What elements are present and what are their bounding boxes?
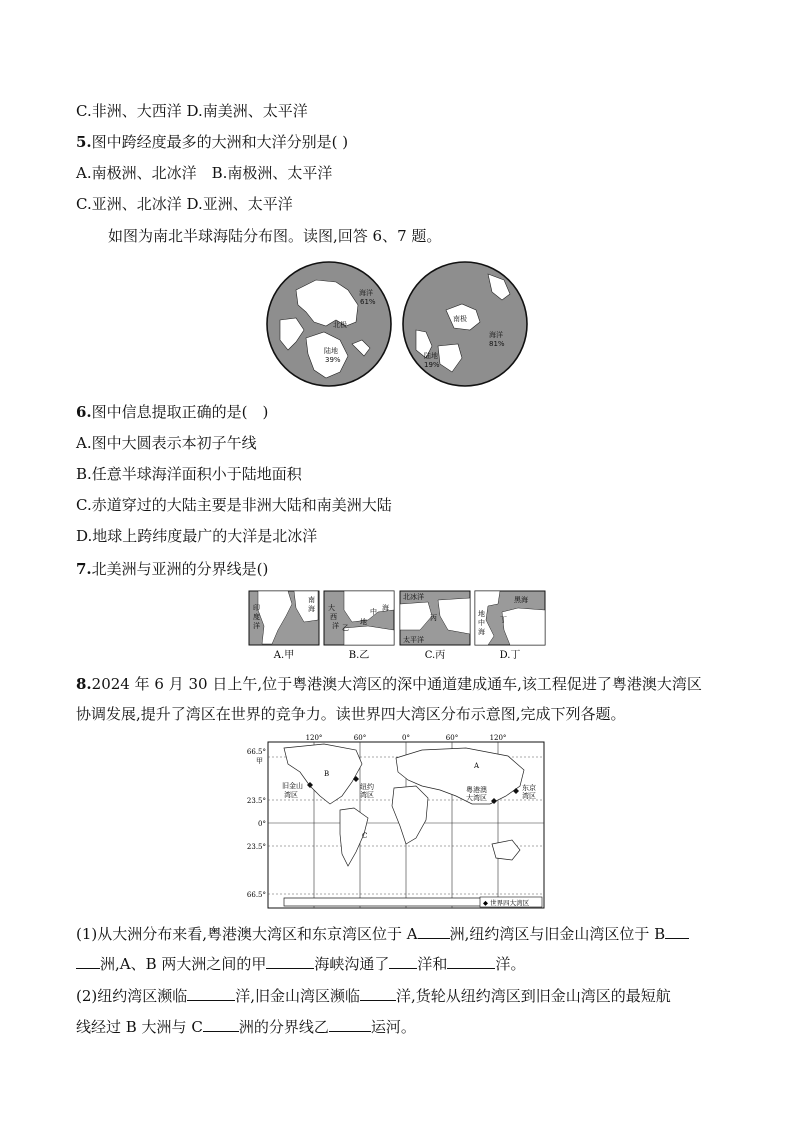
northern-hemisphere-map: [267, 262, 391, 386]
label-a: A: [474, 762, 480, 770]
lon-label-0: 0°: [402, 734, 410, 742]
blank-ocean-1[interactable]: [389, 954, 417, 969]
south-land-pct: 19%: [424, 361, 440, 369]
q5-number: 5.: [76, 133, 92, 151]
lon-label-120e: 120°: [489, 734, 507, 742]
q7-map-b: [324, 591, 394, 661]
q5-stem: [76, 132, 348, 152]
south-pole-label: 南极: [453, 315, 467, 323]
q5-options-cd: C.亚洲、北冰洋 D.亚洲、太平洋: [76, 195, 293, 213]
q7-stem: [76, 559, 268, 579]
map-a-label-2: 度: [253, 613, 260, 621]
north-ocean-pct: 61%: [360, 298, 376, 306]
south-ocean-pct: 81%: [489, 340, 505, 348]
q8-2-part3: 洋,货轮从纽约湾区到旧金山湾区的最短航: [396, 987, 671, 1005]
map-b-label-4: 乙: [342, 624, 349, 632]
q8-2-part6: 运河。: [370, 1018, 416, 1036]
label-jia: 甲: [256, 757, 263, 765]
q8-1-part1: (1)从大洲分布来看,粤港澳大湾区和东京湾区位于 A: [76, 925, 418, 943]
q6-stem: [76, 402, 268, 422]
q8-2-part2: 洋,旧金山湾区濒临: [235, 987, 361, 1005]
map-d-label-5: 丁: [500, 616, 507, 624]
q8-2-part1: (2)纽约湾区濒临: [76, 987, 188, 1005]
southern-hemisphere-map: [403, 262, 527, 386]
q7-maps: [248, 590, 546, 662]
q6-stem-text: 图中信息提取正确的是( ): [91, 403, 269, 421]
q8-1-part3: 洲,A、B 两大洲之间的甲: [100, 955, 267, 973]
label-gba-2: 大湾区: [466, 794, 487, 802]
q8-1-part4: 海峡沟通了: [314, 955, 390, 973]
blank-strait[interactable]: [266, 954, 314, 969]
q8-1-line1: [76, 924, 689, 944]
lon-label-120w: 120°: [305, 734, 323, 742]
q7-caption-b: B.乙: [348, 650, 370, 661]
blank-canal[interactable]: [329, 1017, 371, 1032]
q5-options-ab: A.南极洲、北冰洋 B.南极洲、太平洋: [76, 164, 333, 182]
q8-stem-line2: 协调发展,提升了湾区在世界的竞争力。读世界四大湾区分布示意图,完成下列各题。: [76, 705, 626, 723]
q8-2-line2: [76, 1017, 416, 1037]
map-d-label-4: 海: [478, 628, 485, 636]
q8-2-part4: 线经过 B 大洲与 C: [76, 1018, 203, 1036]
q8-2-part5: 洲的分界线乙: [238, 1018, 329, 1036]
lat-label-66n: 66.5°: [246, 748, 266, 756]
q7-map-a: [249, 591, 319, 661]
q8-1-part6: 洋。: [495, 955, 526, 973]
lat-label-66s: 66.5°: [246, 891, 266, 899]
q7-map-d: [475, 591, 545, 661]
label-ny-1: 纽约: [360, 783, 374, 791]
blank-a-continent[interactable]: [418, 924, 450, 939]
south-land-label: 陆地: [424, 352, 438, 360]
blank-b-continent-part2[interactable]: [76, 954, 100, 969]
north-land-pct: 39%: [325, 356, 341, 364]
q6-option-a: A.图中大圆表示本初子午线: [76, 434, 257, 452]
q5-stem-text: 图中跨经度最多的大洲和大洋分别是( ): [91, 133, 349, 151]
map-a-label-3: 洋: [253, 622, 260, 630]
q4-options-cd: C.非洲、大西洋 D.南美洲、太平洋: [76, 102, 308, 120]
label-ny-2: 湾区: [360, 791, 374, 799]
map-b-label-5: 地: [360, 618, 367, 626]
lat-label-0: 0°: [258, 820, 266, 828]
south-ocean-label: 海洋: [489, 331, 503, 339]
map-d-label-1: 黑海: [514, 596, 528, 604]
q8-number: 8.: [76, 675, 92, 693]
q8-stem-line1: [76, 674, 702, 694]
label-b: B: [324, 770, 330, 778]
north-pole-label: 北极: [333, 321, 347, 329]
q8-1-part2: 洲,纽约湾区与旧金山湾区位于 B: [449, 925, 666, 943]
blank-ocean-2[interactable]: [447, 954, 495, 969]
map-b-label-7: 海: [382, 604, 389, 612]
map-b-label-3: 洋: [332, 622, 339, 630]
label-sf-1: 旧金山: [282, 782, 303, 790]
q6-number: 6.: [76, 403, 92, 421]
lon-label-60e: 60°: [445, 734, 459, 742]
lat-label-23s: 23.5°: [246, 843, 266, 851]
map-a-label-4: 南: [308, 596, 315, 604]
q7-map-c: [400, 591, 470, 661]
map-b-label-2: 西: [330, 613, 337, 621]
q8-1-part5: 洋和: [417, 955, 448, 973]
map-d-label-2: 地: [478, 610, 485, 618]
north-land-label: 陆地: [324, 347, 338, 355]
map-b-label-1: 大: [328, 604, 335, 612]
map-a-label-5: 海: [308, 605, 315, 613]
blank-sf-ocean[interactable]: [360, 986, 396, 1001]
blank-b-continent-part1[interactable]: [665, 924, 689, 939]
q7-stem-text: 北美洲与亚洲的分界线是(): [91, 560, 269, 578]
q8-1-line2: [76, 954, 525, 974]
lat-label-23n: 23.5°: [246, 797, 266, 805]
map-b-label-6: 中: [370, 608, 377, 616]
q6-option-d: D.地球上跨纬度最广的大洋是北冰洋: [76, 527, 318, 545]
q7-caption-c: C.丙: [424, 650, 446, 661]
map-a-label-1: 印: [253, 604, 260, 612]
north-ocean-label: 海洋: [359, 289, 373, 297]
map-d-label-3: 中: [478, 619, 485, 627]
intro-q6-q7: 如图为南北半球海陆分布图。读图,回答 6、7 题。: [108, 227, 442, 245]
map-c-label-3: 太平洋: [403, 636, 424, 644]
q7-caption-a: A.甲: [273, 650, 295, 661]
q6-option-c: C.赤道穿过的大陆主要是非洲大陆和南美洲大陆: [76, 496, 392, 514]
map-c-label-2: 丙: [430, 614, 437, 622]
world-bays-map: [244, 734, 548, 912]
q7-number: 7.: [76, 560, 92, 578]
lon-label-60w: 60°: [353, 734, 367, 742]
label-tokyo-2: 湾区: [522, 792, 536, 800]
blank-c-continent[interactable]: [203, 1017, 239, 1032]
q6-option-b: B.任意半球海洋面积小于陆地面积: [76, 465, 302, 483]
q8-2-line1: [76, 986, 671, 1006]
hemispheres-figure: [266, 260, 530, 388]
label-tokyo-1: 东京: [522, 784, 536, 792]
label-gba-1: 粤港澳: [466, 786, 487, 794]
q8-stem-text-1: 2024 年 6 月 30 日上午,位于粤港澳大湾区的深中通道建成通车,该工程促进了粤港澳大湾区: [91, 675, 702, 693]
label-c: C: [362, 832, 368, 840]
q7-caption-d: D.丁: [499, 650, 521, 661]
label-sf-2: 湾区: [284, 791, 298, 799]
blank-ny-ocean[interactable]: [187, 986, 235, 1001]
map-c-label-1: 北冰洋: [403, 593, 424, 601]
map-legend: ◆ 世界四大湾区: [483, 899, 530, 907]
